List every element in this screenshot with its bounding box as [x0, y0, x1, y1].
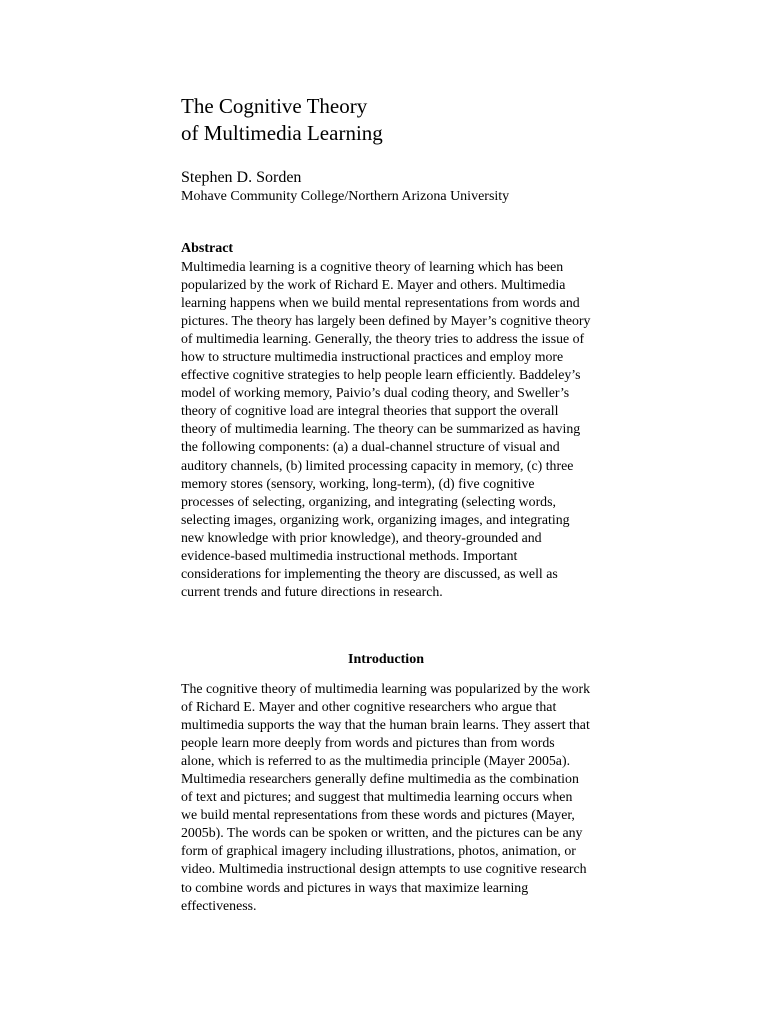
- author-name: Stephen D. Sorden: [181, 169, 302, 186]
- abstract-heading: Abstract: [181, 241, 234, 256]
- paper-title-line-2: of Multimedia Learning: [181, 121, 383, 145]
- introduction-body: The cognitive theory of multimedia learning was popularized by the work of Richard E. Mayer and other cognitive researchers who argue that multimedia supports the way that the human brain learns. They assert that people learn more deeply from words and pictures than from words alone, which is referred to as the multimedia principle (Mayer 2005a). Multimedia researchers generally define multimedia as the combination of text and pictures; and suggest that multimedia learning occurs when we build mental representations from these words and pictures (Mayer, 2005b). The words can be spoken or written, and the pictures can be any form of graphical imagery including illustrations, photos, animation, or video. Multimedia instructional design attempts to use cognitive research to combine words and pictures in ways that maximize learning effectiveness.: [181, 681, 591, 913]
- paper-title-line-1: The Cognitive Theory: [181, 94, 368, 118]
- paper-title: [181, 93, 601, 147]
- abstract-section: [181, 240, 591, 601]
- author-affiliation: Mohave Community College/Northern Arizona University: [181, 189, 510, 204]
- abstract-body: Multimedia learning is a cognitive theory of learning which has been popularized by the work of Richard E. Mayer and others. Multimedia learning happens when we build mental representations from words and pictures. The theory has largely been defined by Mayer’s cognitive theory of multimedia learning. Generally, the theory tries to address the issue of how to structure multimedia instructional practices and employ more effective cognitive strategies to help people learn efficiently. Baddeley’s model of working memory, Paivio’s dual coding theory, and Sweller’s theory of cognitive load are integral theories that support the overall theory of multimedia learning. The theory can be summarized as having the following components: (a) a dual-channel structure of visual and auditory channels, (b) limited processing capacity in memory, (c) three memory stores (sensory, working, long-term), (d) five cognitive processes of selecting, organizing, and integrating (selecting words, selecting images, organizing work, organizing images, and integrating new knowledge with prior knowledge), and theory-grounded and evidence-based multimedia instructional methods. Important considerations for implementing the theory are discussed, as well as current trends and future directions in research.: [181, 259, 591, 599]
- introduction-section: [181, 650, 591, 915]
- introduction-heading: Introduction: [348, 652, 424, 667]
